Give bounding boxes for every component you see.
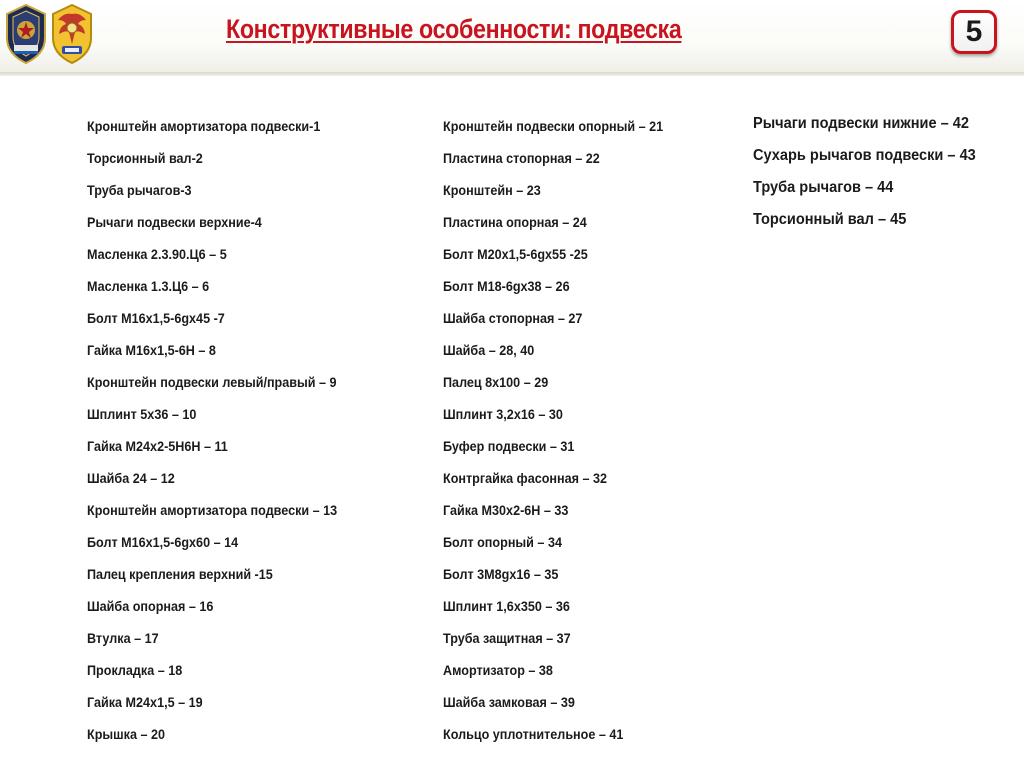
parts-list-column-3	[753, 111, 990, 239]
list-item: Шайба стопорная – 27	[443, 310, 583, 326]
list-item: Болт 3М8gх16 – 35	[443, 566, 559, 582]
eagle-emblem-icon	[50, 4, 94, 64]
list-item: Палец 8х100 – 29	[443, 374, 549, 390]
list-item: Кронштейн – 23	[443, 182, 541, 198]
list-item: Амортизатор – 38	[443, 662, 553, 678]
list-item: Гайка М16х1,5-6Н – 8	[87, 342, 216, 358]
list-item: Труба рычагов-3	[87, 182, 192, 198]
list-item: Пластина стопорная – 22	[443, 150, 600, 166]
list-item: Кронштейн амортизатора подвески – 13	[87, 502, 338, 518]
list-item: Шайба опорная – 16	[87, 598, 214, 614]
list-item: Шайба 24 – 12	[87, 470, 175, 486]
list-item: Гайка М24х1,5 – 19	[87, 694, 203, 710]
slide-title: Конструктивные особенности: подвеска	[226, 14, 682, 44]
list-item: Рычаги подвески нижние – 42	[753, 115, 969, 132]
list-item: Болт М16х1,5-6gх45 -7	[87, 310, 225, 326]
list-item: Болт опорный – 34	[443, 534, 562, 550]
list-item: Кольцо уплотнительное – 41	[443, 726, 624, 742]
list-item: Шплинт 3,2х16 – 30	[443, 406, 563, 422]
header-divider	[0, 72, 1024, 76]
list-item: Кронштейн подвески левый/правый – 9	[87, 374, 337, 390]
list-item: Болт М16х1,5-6gх60 – 14	[87, 534, 239, 550]
list-item: Гайка М24х2-5Н6Н – 11	[87, 438, 228, 454]
list-item: Шплинт 5х36 – 10	[87, 406, 197, 422]
list-item: Шайба замковая – 39	[443, 694, 575, 710]
list-item: Торсионный вал – 45	[753, 211, 907, 228]
list-item: Кронштейн амортизатора подвески-1	[87, 118, 321, 134]
slide-header	[0, 0, 1024, 74]
list-item: Гайка М30х2-6Н – 33	[443, 502, 569, 518]
list-item: Пластина опорная – 24	[443, 214, 587, 230]
list-item: Труба защитная – 37	[443, 630, 571, 646]
list-item: Буфер подвески – 31	[443, 438, 575, 454]
list-item: Прокладка – 18	[87, 662, 183, 678]
parts-list-column-2	[443, 113, 688, 753]
list-item: Палец крепления верхний -15	[87, 566, 273, 582]
list-item: Торсионный вал-2	[87, 150, 203, 166]
page-number: 5	[965, 15, 983, 48]
list-item: Крышка – 20	[87, 726, 165, 742]
list-item: Сухарь рычагов подвески – 43	[753, 147, 976, 164]
list-item: Шплинт 1,6х350 – 36	[443, 598, 570, 614]
list-item: Втулка – 17	[87, 630, 159, 646]
list-item: Масленка 2.3.90.Ц6 – 5	[87, 246, 227, 262]
academy-emblem-icon	[4, 4, 48, 64]
list-item: Труба рычагов – 44	[753, 179, 894, 196]
list-item: Масленка 1.3.Ц6 – 6	[87, 278, 210, 294]
list-item: Контргайка фасонная – 32	[443, 470, 608, 486]
list-item: Болт М18-6gх38 – 26	[443, 278, 570, 294]
parts-list-column-1	[87, 113, 365, 753]
list-item: Рычаги подвески верхние-4	[87, 214, 262, 230]
list-item: Кронштейн подвески опорный – 21	[443, 118, 664, 134]
list-item: Шайба – 28, 40	[443, 342, 535, 358]
page-number-badge	[951, 10, 997, 54]
list-item: Болт М20х1,5-6gх55 -25	[443, 246, 588, 262]
